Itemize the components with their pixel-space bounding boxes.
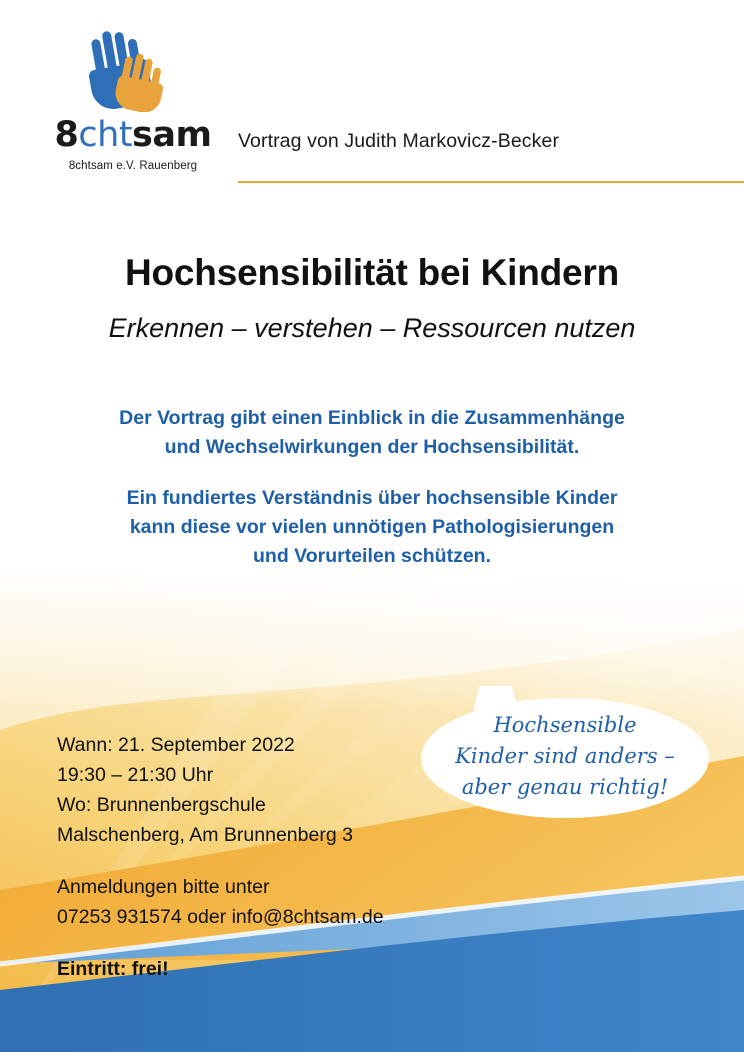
header-divider <box>238 181 744 183</box>
page-title: Hochsensibilität bei Kindern <box>125 252 619 293</box>
entry-fee: Eintritt: frei! <box>57 958 169 980</box>
event-venue: Wo: Brunnenbergschule <box>57 794 266 816</box>
logo-wordmark <box>48 115 218 155</box>
description-p1-line1: Der Vortrag gibt einen Einblick in die Zusammenhänge <box>119 407 625 429</box>
event-details <box>57 730 447 984</box>
description-block <box>0 404 744 571</box>
description-p2-line3: und Vorurteilen schützen. <box>253 545 491 567</box>
speech-bubble <box>420 686 710 826</box>
logo-wordmark-post: sam <box>132 115 212 155</box>
event-time: 19:30 – 21:30 Uhr <box>57 764 214 786</box>
logo <box>48 26 218 172</box>
event-address: Malschenberg, Am Brunnenberg 3 <box>57 824 353 846</box>
description-p2-line2: kann diese vor vielen unnötigen Pathologisierungen <box>129 516 615 538</box>
registration-contact[interactable]: 07253 931574 oder info@8chtsam.de <box>57 906 384 928</box>
poster-header <box>0 0 744 200</box>
logo-wordmark-mid: cht <box>78 115 133 155</box>
speaker-credit: Vortrag von Judith Markovicz-Becker <box>238 130 560 152</box>
page-subtitle: Erkennen – verstehen – Ressourcen nutzen <box>108 313 636 343</box>
event-date: Wann: 21. September 2022 <box>57 734 295 756</box>
logo-wordmark-pre: 8 <box>54 115 79 155</box>
description-paragraph-2 <box>0 484 744 571</box>
description-paragraph-1 <box>0 404 744 462</box>
bubble-line-3: aber genau richtig! <box>461 775 669 799</box>
description-p2-line1: Ein fundiertes Verständnis über hochsensible Kinder <box>126 487 618 509</box>
two-hands-logo-icon <box>85 26 181 112</box>
bubble-line-1: Hochsensible <box>493 713 637 737</box>
bubble-line-2: Kinder sind anders – <box>455 744 675 768</box>
registration-label: Anmeldungen bitte unter <box>57 876 270 898</box>
speech-bubble-text <box>420 710 710 803</box>
logo-subline: 8chtsam e.V. Rauenberg <box>68 160 198 172</box>
description-p1-line2: und Wechselwirkungen der Hochsensibilität. <box>164 436 580 458</box>
